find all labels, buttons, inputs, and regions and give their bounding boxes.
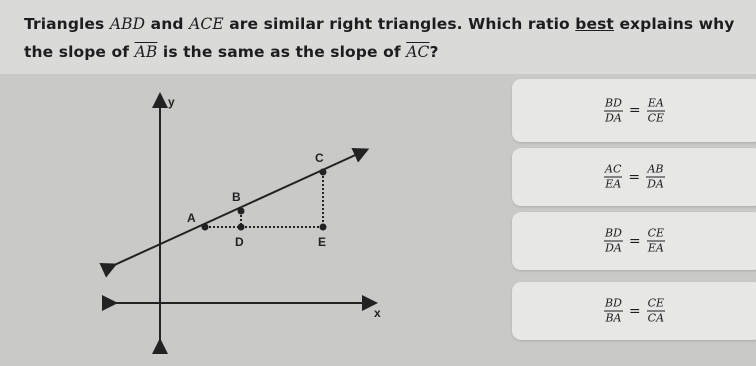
numerator: CE xyxy=(647,226,665,240)
numerator: BD xyxy=(605,296,622,310)
denominator: EA xyxy=(647,241,664,255)
choice-4[interactable] xyxy=(512,282,756,340)
question-part: and xyxy=(145,15,190,33)
choice-2[interactable] xyxy=(512,148,756,206)
x-axis-label: x xyxy=(374,306,381,320)
equals-sign: = xyxy=(628,233,641,249)
label-e: E xyxy=(318,235,327,249)
question-part: Triangles xyxy=(24,15,110,33)
numerator: AC xyxy=(605,162,622,176)
triangle-abd: ABD xyxy=(109,15,146,33)
question-part: is the same as the slope of xyxy=(157,43,407,61)
numerator: EA xyxy=(647,96,664,109)
denominator: CE xyxy=(647,111,665,124)
denominator: DA xyxy=(605,241,622,255)
denominator: EA xyxy=(605,177,622,191)
choice-2-ratio xyxy=(604,164,665,191)
choice-1[interactable] xyxy=(512,79,756,142)
question-part: are similar right triangles. Which ratio xyxy=(223,15,576,33)
emphasis-best: best xyxy=(575,15,614,33)
equals-sign: = xyxy=(628,169,641,185)
numerator: BD xyxy=(605,226,622,240)
point-b xyxy=(238,208,245,215)
question-part: explains why the slope of xyxy=(24,15,735,61)
numerator: BD xyxy=(605,96,622,109)
label-d: D xyxy=(235,235,244,249)
equals-sign: = xyxy=(628,102,641,119)
question-part: ? xyxy=(429,43,439,61)
choice-3[interactable] xyxy=(512,212,756,270)
denominator: BA xyxy=(605,311,622,325)
choice-1-ratio xyxy=(604,97,665,124)
point-e xyxy=(320,224,327,231)
point-d xyxy=(238,224,245,231)
triangle-ace: ACE xyxy=(189,15,224,33)
question-text xyxy=(24,10,749,66)
point-a xyxy=(202,224,209,231)
denominator: DA xyxy=(605,111,622,124)
choice-3-ratio xyxy=(604,228,665,255)
label-b: B xyxy=(232,190,241,204)
label-c: C xyxy=(315,151,324,165)
denominator: DA xyxy=(647,177,664,191)
segment-ac: $\overline{AC}$ xyxy=(406,43,430,61)
coordinate-graph xyxy=(0,74,500,366)
denominator: CA xyxy=(647,311,665,325)
point-c xyxy=(320,169,327,176)
segment-ab: $\overline{AB}$ xyxy=(134,43,158,61)
numerator: CE xyxy=(647,296,665,310)
equals-sign: = xyxy=(628,303,641,319)
choice-4-ratio xyxy=(604,298,665,325)
numerator: AB xyxy=(647,162,664,176)
y-axis-label: y xyxy=(168,95,175,109)
label-a: A xyxy=(187,211,196,225)
